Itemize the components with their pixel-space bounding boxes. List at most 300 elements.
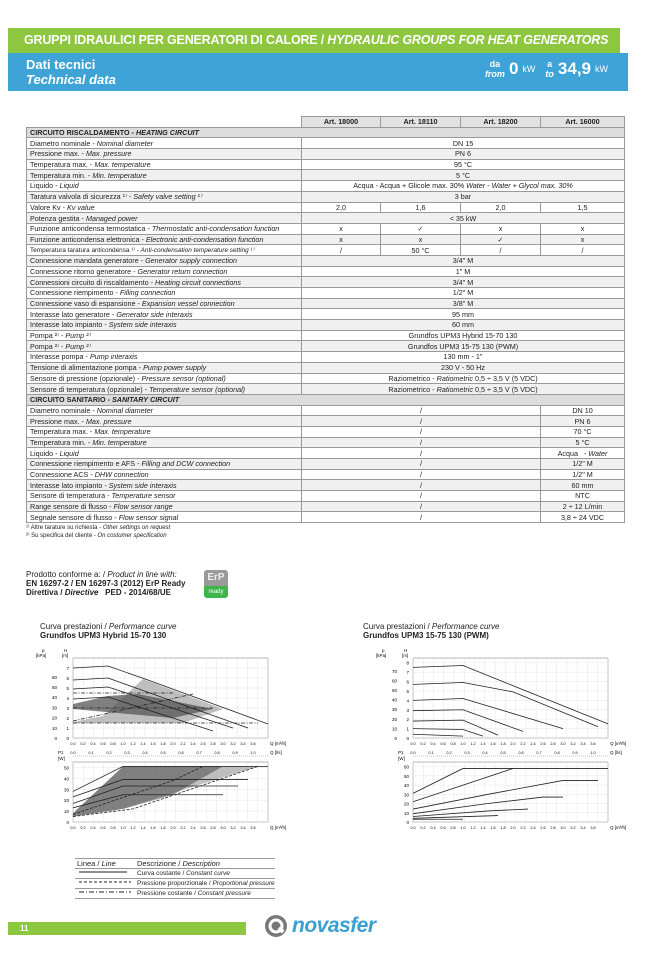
h-axis-unit: [m] xyxy=(402,653,409,658)
blank-cell xyxy=(27,117,302,128)
q-tick-label: 0.6 xyxy=(100,742,106,746)
table-row xyxy=(27,362,625,373)
row-label: Temperatura max. - Max. temperature xyxy=(27,159,302,170)
row-value: 3/8" M xyxy=(302,298,625,309)
q-tick-label: 2.4 xyxy=(530,742,536,746)
row-label: Connessione ACS - DHW connection xyxy=(27,469,302,480)
label-en: Flow sensor range xyxy=(113,502,173,512)
qls-tick-label: 0.4 xyxy=(142,751,148,755)
row-value: 130 mm - 1" xyxy=(302,352,625,363)
q-tick-label: 2.8 xyxy=(550,742,556,746)
q-tick-label: 2.8 xyxy=(210,742,216,746)
from-it: da xyxy=(489,59,501,69)
label-it: Sensore di temperatura xyxy=(30,491,106,501)
p1-tick-label: 10 xyxy=(403,810,409,816)
qls-tick-label: 0.6 xyxy=(178,751,184,755)
label-en: Pressure sensor (optional) xyxy=(141,373,226,383)
h-tick-label: 0 xyxy=(406,736,409,741)
row-value: x xyxy=(381,234,461,245)
row-label: Taratura valvola di sicurezza ¹⁾ - Safety valve setting ¹⁾ xyxy=(27,191,302,202)
q-axis-label: Q [m³/h] xyxy=(270,741,287,746)
q-tick-label: 0.2 xyxy=(420,742,426,746)
q-tick-label: 1.0 xyxy=(460,826,466,830)
h-plot-area xyxy=(413,658,608,738)
label-en: Liquid xyxy=(59,448,79,458)
unit2: kW xyxy=(595,64,608,74)
section-row xyxy=(27,127,625,138)
row-label: Sensore di temperatura (opzionale) - Temperature sensor (optional) xyxy=(27,384,302,395)
section-title-it: Dati tecnici xyxy=(26,57,96,72)
label-it: Connessione mandata generatore xyxy=(30,256,139,266)
to-value: 34,9 xyxy=(557,59,591,78)
page-title-bar xyxy=(8,28,620,53)
label-en: Generator side interaxis xyxy=(116,309,193,319)
row-value: ✓ xyxy=(381,223,461,234)
row-value: 95 mm xyxy=(302,309,625,320)
row-label: Connessioni circuito di riscaldamento - Heating circuit connections xyxy=(27,277,302,288)
directive-it: Direttiva / xyxy=(26,588,65,597)
table-row xyxy=(27,448,625,459)
qls-tick-label: 0.4 xyxy=(482,751,488,755)
dash-dot-line-icon xyxy=(77,889,133,895)
label-it: Diametro nominale xyxy=(30,405,91,415)
row-value: DN 10 xyxy=(541,405,625,416)
table-row xyxy=(27,501,625,512)
q-tick-label: 0.4 xyxy=(90,826,96,830)
q-tick-label: 2.2 xyxy=(520,742,526,746)
label-en: Generator return connection xyxy=(137,266,228,276)
row-value: x xyxy=(302,223,381,234)
label-en: System side interaxis xyxy=(108,480,177,490)
p-tick-label: 50 xyxy=(51,685,57,691)
label-it: Temperatura min. xyxy=(30,170,86,180)
row-value: / xyxy=(302,469,541,480)
row-value xyxy=(541,448,625,459)
q-tick-label: 2.0 xyxy=(510,742,516,746)
table-row xyxy=(27,255,625,266)
table-row xyxy=(27,234,625,245)
label-en: Pump ²⁾ xyxy=(65,331,91,341)
q-tick-label: 1.6 xyxy=(150,742,156,746)
q-tick-label: 3.6 xyxy=(250,826,256,830)
row-value: DN 15 xyxy=(302,138,625,149)
label-en: Temperature sensor xyxy=(111,491,176,501)
value-en: Water xyxy=(588,448,608,458)
q-tick-label: 3.4 xyxy=(240,826,246,830)
p1-tick-label: 10 xyxy=(63,809,69,815)
qls-tick-label: 0.9 xyxy=(572,751,578,755)
label-en: Kv value xyxy=(67,202,95,212)
label-en: Max. temperature xyxy=(94,160,151,170)
row-value: ✓ xyxy=(461,234,541,245)
p1-tick-label: 0 xyxy=(66,820,69,825)
row-label: Connessione riempimento e AFS - Filling and DCW connection xyxy=(27,459,302,470)
row-label: Range sensore di flusso - Flow sensor range xyxy=(27,501,302,512)
label-it: Interasse pompa xyxy=(30,352,84,362)
label-en: Max. pressure xyxy=(85,416,132,426)
row-label: Connessione mandata generatore - Generator supply connection xyxy=(27,255,302,266)
row-value: 230 V - 50 Hz xyxy=(302,362,625,373)
table-row xyxy=(27,437,625,448)
label-it: Interasse lato impianto xyxy=(30,480,103,490)
q-axis-label: Q [m³/h] xyxy=(270,825,287,830)
value-it: Raziometrico - xyxy=(388,373,435,383)
label-en: Expansion vessel connection xyxy=(141,299,235,309)
q-tick-label: 3.2 xyxy=(230,742,236,746)
q-tick-label: 2.0 xyxy=(170,826,176,830)
section-row xyxy=(27,394,625,405)
row-value: / xyxy=(541,245,625,256)
row-value: 60 mm xyxy=(541,480,625,491)
row-value: x xyxy=(461,223,541,234)
row-value: Grundfos UPM3 Hybrid 15-70 130 xyxy=(302,330,625,341)
row-value: 3/4" M xyxy=(302,277,625,288)
qls-tick-label: 0.0 xyxy=(410,751,416,755)
value-en: Ratiometric xyxy=(436,384,474,394)
section-title: CIRCUITO SANITARIO - SANITARY CIRCUIT xyxy=(27,394,625,405)
label-en: Safety valve setting ¹⁾ xyxy=(133,192,202,202)
label-en: Nominal diameter xyxy=(96,138,154,148)
row-value: 5 °C xyxy=(302,170,625,181)
row-label: Pompa ²⁾ - Pump ²⁾ xyxy=(27,330,302,341)
row-value: x xyxy=(541,223,625,234)
label-it: Connessione vaso di espansione xyxy=(30,299,136,309)
label-en: Max. temperature xyxy=(94,427,151,437)
directive-en: Directive xyxy=(64,588,99,597)
row-value: 1" M xyxy=(302,266,625,277)
qls-tick-label: 0.2 xyxy=(446,751,452,755)
q-tick-label: 0.8 xyxy=(110,742,116,746)
p-tick-label: 70 xyxy=(391,668,397,674)
q-tick-label: 0.0 xyxy=(410,826,416,830)
p-tick-label: 10 xyxy=(51,725,57,731)
row-value: 3,8 ÷ 24 VDC xyxy=(541,512,625,523)
section-en: HEATING CIRCUIT xyxy=(135,128,199,138)
p-tick-label: 0 xyxy=(394,736,397,741)
q-tick-label: 1.2 xyxy=(130,742,136,746)
section-it: CIRCUITO RISCALDAMENTO xyxy=(30,128,130,138)
q-tick-label: 3.0 xyxy=(220,742,226,746)
label-it: Liquido xyxy=(30,181,54,191)
label-en: Heating circuit connections xyxy=(155,277,241,287)
chart-model: Grundfos UPM3 15-75 130 (PWM) xyxy=(363,631,489,640)
row-label: Connessione ritorno generatore - Generator return connection xyxy=(27,266,302,277)
table-row xyxy=(27,298,625,309)
row-value: / xyxy=(302,437,541,448)
qls-tick-label: 0.7 xyxy=(196,751,202,755)
chart-model: Grundfos UPM3 Hybrid 15-70 130 xyxy=(40,631,167,640)
qls-tick-label: 0.8 xyxy=(214,751,220,755)
to-en: to xyxy=(545,69,554,79)
row-value: 1/2" M xyxy=(541,469,625,480)
table-row xyxy=(27,159,625,170)
row-value: Grundfos UPM3 15-75 130 (PWM) xyxy=(302,341,625,352)
label-it: Potenza gestita xyxy=(30,213,80,223)
q-tick-label: 2.2 xyxy=(180,742,186,746)
legend-en: Proportional pressure xyxy=(212,880,275,887)
table-row xyxy=(27,191,625,202)
q-tick-label: 2.0 xyxy=(510,826,516,830)
label-it: Pompa ²⁾ xyxy=(30,341,59,351)
row-label: Temperatura max. - Max. temperature xyxy=(27,426,302,437)
h-tick-label: 5 xyxy=(66,686,69,691)
p1-tick-label: 50 xyxy=(63,765,69,771)
row-value: / xyxy=(302,245,381,256)
table-row xyxy=(27,480,625,491)
qls-tick-label: 0.7 xyxy=(536,751,542,755)
ready-label: ready xyxy=(204,586,228,598)
h-tick-label: 1 xyxy=(66,726,69,731)
label-it: Connessione ritorno generatore xyxy=(30,266,132,276)
table-row xyxy=(27,202,625,213)
qls-tick-label: 1.0 xyxy=(590,751,596,755)
h-tick-label: 1 xyxy=(406,726,409,732)
qls-tick-label: 0.2 xyxy=(106,751,112,755)
table-row xyxy=(27,245,625,256)
table-header-row xyxy=(27,117,625,128)
row-label: Sensore di temperatura - Temperature sensor xyxy=(27,491,302,502)
label-it: Temperatura max. xyxy=(30,160,88,170)
label-it: Liquido xyxy=(30,448,54,458)
q-tick-label: 0.4 xyxy=(90,742,96,746)
conf-standards: EN 16297-2 / EN 16297-3 (2012) ErP Ready xyxy=(26,579,186,588)
legend-it: Pressione proporzionale / xyxy=(137,880,213,887)
qls-tick-label: 0.5 xyxy=(500,751,506,755)
column-header: Art. 18200 xyxy=(461,117,541,128)
label-en: DHW connection xyxy=(94,470,149,480)
label-it: Funzione anticondensa elettronica xyxy=(30,234,140,244)
label-it: Connessione ACS xyxy=(30,470,89,480)
section-en: SANITARY CIRCUIT xyxy=(112,395,180,405)
footnote xyxy=(26,532,170,540)
p-tick-label: 0 xyxy=(54,736,57,741)
label-en: Anti-condensation temperature setting ¹⁾ xyxy=(140,246,255,254)
from-en: from xyxy=(484,69,505,79)
q-tick-label: 2.4 xyxy=(530,826,536,830)
row-value: / xyxy=(302,480,541,491)
q-tick-label: 2.8 xyxy=(550,826,556,830)
row-value: 1/2" M xyxy=(541,459,625,470)
q-tick-label: 1.0 xyxy=(120,826,126,830)
label-it: Temperatura max. xyxy=(30,427,88,437)
q-tick-label: 2.0 xyxy=(170,742,176,746)
row-label: Connessione vaso di espansione - Expansion vessel connection xyxy=(27,298,302,309)
h-tick-label: 0 xyxy=(66,736,69,741)
to-it: a xyxy=(547,59,553,69)
table-row xyxy=(27,416,625,427)
p-axis-unit: [kPa] xyxy=(376,653,387,658)
q-axis-label: Q [m³/h] xyxy=(610,741,627,746)
row-value xyxy=(302,384,625,395)
table-row xyxy=(27,352,625,363)
q-tick-label: 1.8 xyxy=(500,742,506,746)
novasfer-logo-icon xyxy=(264,914,288,938)
row-value: x xyxy=(302,234,381,245)
qls-tick-label: 0.3 xyxy=(464,751,470,755)
q-tick-label: 3.2 xyxy=(570,826,576,830)
label-en: Managed power xyxy=(85,213,138,223)
q-tick-label: 2.8 xyxy=(210,826,216,830)
row-value: 95 °C xyxy=(302,159,625,170)
dashed-line-icon xyxy=(77,879,133,885)
q-tick-label: 0.6 xyxy=(440,826,446,830)
p1-tick-label: 20 xyxy=(63,798,69,804)
qls-axis-label: Q [l/s] xyxy=(610,750,622,755)
row-value: 3 bar xyxy=(302,191,625,202)
table-row xyxy=(27,405,625,416)
q-tick-label: 1.0 xyxy=(120,742,126,746)
label-it: Connessioni circuito di riscaldamento xyxy=(30,277,149,287)
p-tick-label: 60 xyxy=(51,674,57,680)
p1-tick-label: 20 xyxy=(403,801,409,807)
chart-title-it: Curva prestazioni / xyxy=(363,622,432,631)
q-axis-label: Q [m³/h] xyxy=(610,825,627,830)
row-value: / xyxy=(302,491,541,502)
h-tick-label: 7 xyxy=(406,670,409,676)
table-row xyxy=(27,266,625,277)
label-en: Flow sensor signal xyxy=(118,512,179,522)
technical-data-table xyxy=(26,116,625,523)
value-it: Raziometrico - xyxy=(388,384,435,394)
q-tick-label: 0.2 xyxy=(80,826,86,830)
h-tick-label: 4 xyxy=(406,698,409,704)
row-value: 1/2" M xyxy=(302,288,625,299)
q-tick-label: 1.4 xyxy=(480,826,486,830)
table-row xyxy=(27,170,625,181)
page-number: 11 xyxy=(20,924,29,933)
p1-tick-label: 50 xyxy=(403,773,409,779)
q-tick-label: 0.4 xyxy=(430,826,436,830)
label-en: Generator supply connection xyxy=(145,256,237,266)
legend-h1-en: Line xyxy=(101,859,116,868)
h-tick-label: 3 xyxy=(66,706,69,711)
table-row xyxy=(27,341,625,352)
footnote-it: ¹⁾ Altre tarature su richiesta - xyxy=(26,525,103,531)
conf-it: Prodotto conforme a: / xyxy=(26,570,108,579)
q-tick-label: 0.8 xyxy=(450,742,456,746)
q-tick-label: 2.4 xyxy=(190,826,196,830)
row-value: x xyxy=(541,234,625,245)
legend-en: Constant curve xyxy=(186,870,230,877)
value-tail: 0,5 ÷ 3,5 V (5 VDC) xyxy=(473,373,538,383)
label-en: Filling and DCW connection xyxy=(141,459,231,469)
h-tick-label: 2 xyxy=(406,717,409,723)
row-value: / xyxy=(302,459,541,470)
p-tick-label: 10 xyxy=(391,726,397,732)
solid-line-icon xyxy=(77,869,133,875)
label-it: Connessione riempimento e AFS xyxy=(30,459,136,469)
q-tick-label: 0.2 xyxy=(420,826,426,830)
brand-name: novasfer xyxy=(292,914,376,937)
row-value: 60 mm xyxy=(302,320,625,331)
q-tick-label: 2.6 xyxy=(540,826,546,830)
q-tick-label: 0.8 xyxy=(110,826,116,830)
label-it: Sensore di temperatura (opzionale) xyxy=(30,384,143,394)
table-row xyxy=(27,181,625,192)
row-value: 50 °C xyxy=(381,245,461,256)
row-label: Potenza gestita - Managed power xyxy=(27,213,302,224)
p1-tick-label: 30 xyxy=(403,792,409,798)
column-header: Art. 18110 xyxy=(381,117,461,128)
label-en: Min. temperature xyxy=(92,437,147,447)
legend-it: Curva costante / xyxy=(137,870,187,877)
conf-en: Product in line with: xyxy=(107,570,177,579)
table-row xyxy=(27,138,625,149)
table-row xyxy=(27,149,625,160)
p1-axis-label: P1 xyxy=(58,750,64,755)
row-label: Funzione anticondensa termostatica - Thermostatic anti-condensation function xyxy=(27,223,302,234)
value-it: Acqua - Acqua + Glicole max. 30% xyxy=(353,181,465,191)
q-tick-label: 3.4 xyxy=(580,742,586,746)
table-row xyxy=(27,491,625,502)
label-en: Thermostatic anti-condensation function xyxy=(151,224,280,234)
q-tick-label: 1.0 xyxy=(460,742,466,746)
q-tick-label: 3.6 xyxy=(250,742,256,746)
label-it: Interasse lato generatore xyxy=(30,309,110,319)
table-row xyxy=(27,469,625,480)
label-en: Electronic anti-condensation function xyxy=(145,234,264,244)
line-legend xyxy=(75,858,275,899)
title-en: HYDRAULIC GROUPS FOR HEAT GENERATORS xyxy=(327,33,609,47)
row-label: Funzione anticondensa elettronica - Electronic anti-condensation function xyxy=(27,234,302,245)
p-tick-label: 20 xyxy=(51,715,57,721)
h-axis-unit: [m] xyxy=(62,653,69,658)
footnote-it: ²⁾ Su specifica del cliente - xyxy=(26,533,98,539)
table-row xyxy=(27,288,625,299)
q-tick-label: 3.0 xyxy=(560,742,566,746)
qls-tick-label: 0.3 xyxy=(124,751,130,755)
p1-tick-label: 60 xyxy=(403,764,409,770)
q-tick-label: 1.4 xyxy=(140,742,146,746)
table-row xyxy=(27,309,625,320)
footnote-en: On costumer specification xyxy=(97,533,167,539)
unit: kW xyxy=(522,64,536,74)
conformity xyxy=(26,570,186,597)
row-value: / xyxy=(302,512,541,523)
h-tick-label: 5 xyxy=(406,688,409,694)
row-value: 5 °C xyxy=(541,437,625,448)
q-tick-label: 1.8 xyxy=(500,826,506,830)
brand-logo xyxy=(264,914,376,938)
row-value: PN 6 xyxy=(302,149,625,160)
table-row xyxy=(27,384,625,395)
chart-title-en: Performance curve xyxy=(431,622,500,631)
footnote xyxy=(26,524,170,532)
table-row xyxy=(27,277,625,288)
q-tick-label: 0.4 xyxy=(430,742,436,746)
label-en: Min. temperature xyxy=(92,170,147,180)
directive-value: PED - 2014/68/UE xyxy=(98,588,171,597)
table-row xyxy=(27,459,625,470)
footnotes xyxy=(26,524,170,540)
table-row xyxy=(27,512,625,523)
q-tick-label: 1.2 xyxy=(130,826,136,830)
h-tick-label: 4 xyxy=(66,696,69,701)
section-header xyxy=(8,53,628,91)
row-value xyxy=(302,181,625,192)
label-it: Range sensore di flusso xyxy=(30,502,108,512)
table-row xyxy=(27,213,625,224)
p1-axis-unit: [W] xyxy=(398,756,405,761)
row-value: 1,5 xyxy=(541,202,625,213)
q-tick-label: 0.0 xyxy=(70,826,76,830)
label-it: Sensore di pressione (opzionale) xyxy=(30,373,136,383)
value-tail: 0,5 ÷ 3,5 V (5 VDC) xyxy=(473,384,538,394)
p1-tick-label: 40 xyxy=(63,776,69,782)
row-value: 70 °C xyxy=(541,426,625,437)
qls-axis-label: Q [l/s] xyxy=(270,750,282,755)
row-value: / xyxy=(302,405,541,416)
